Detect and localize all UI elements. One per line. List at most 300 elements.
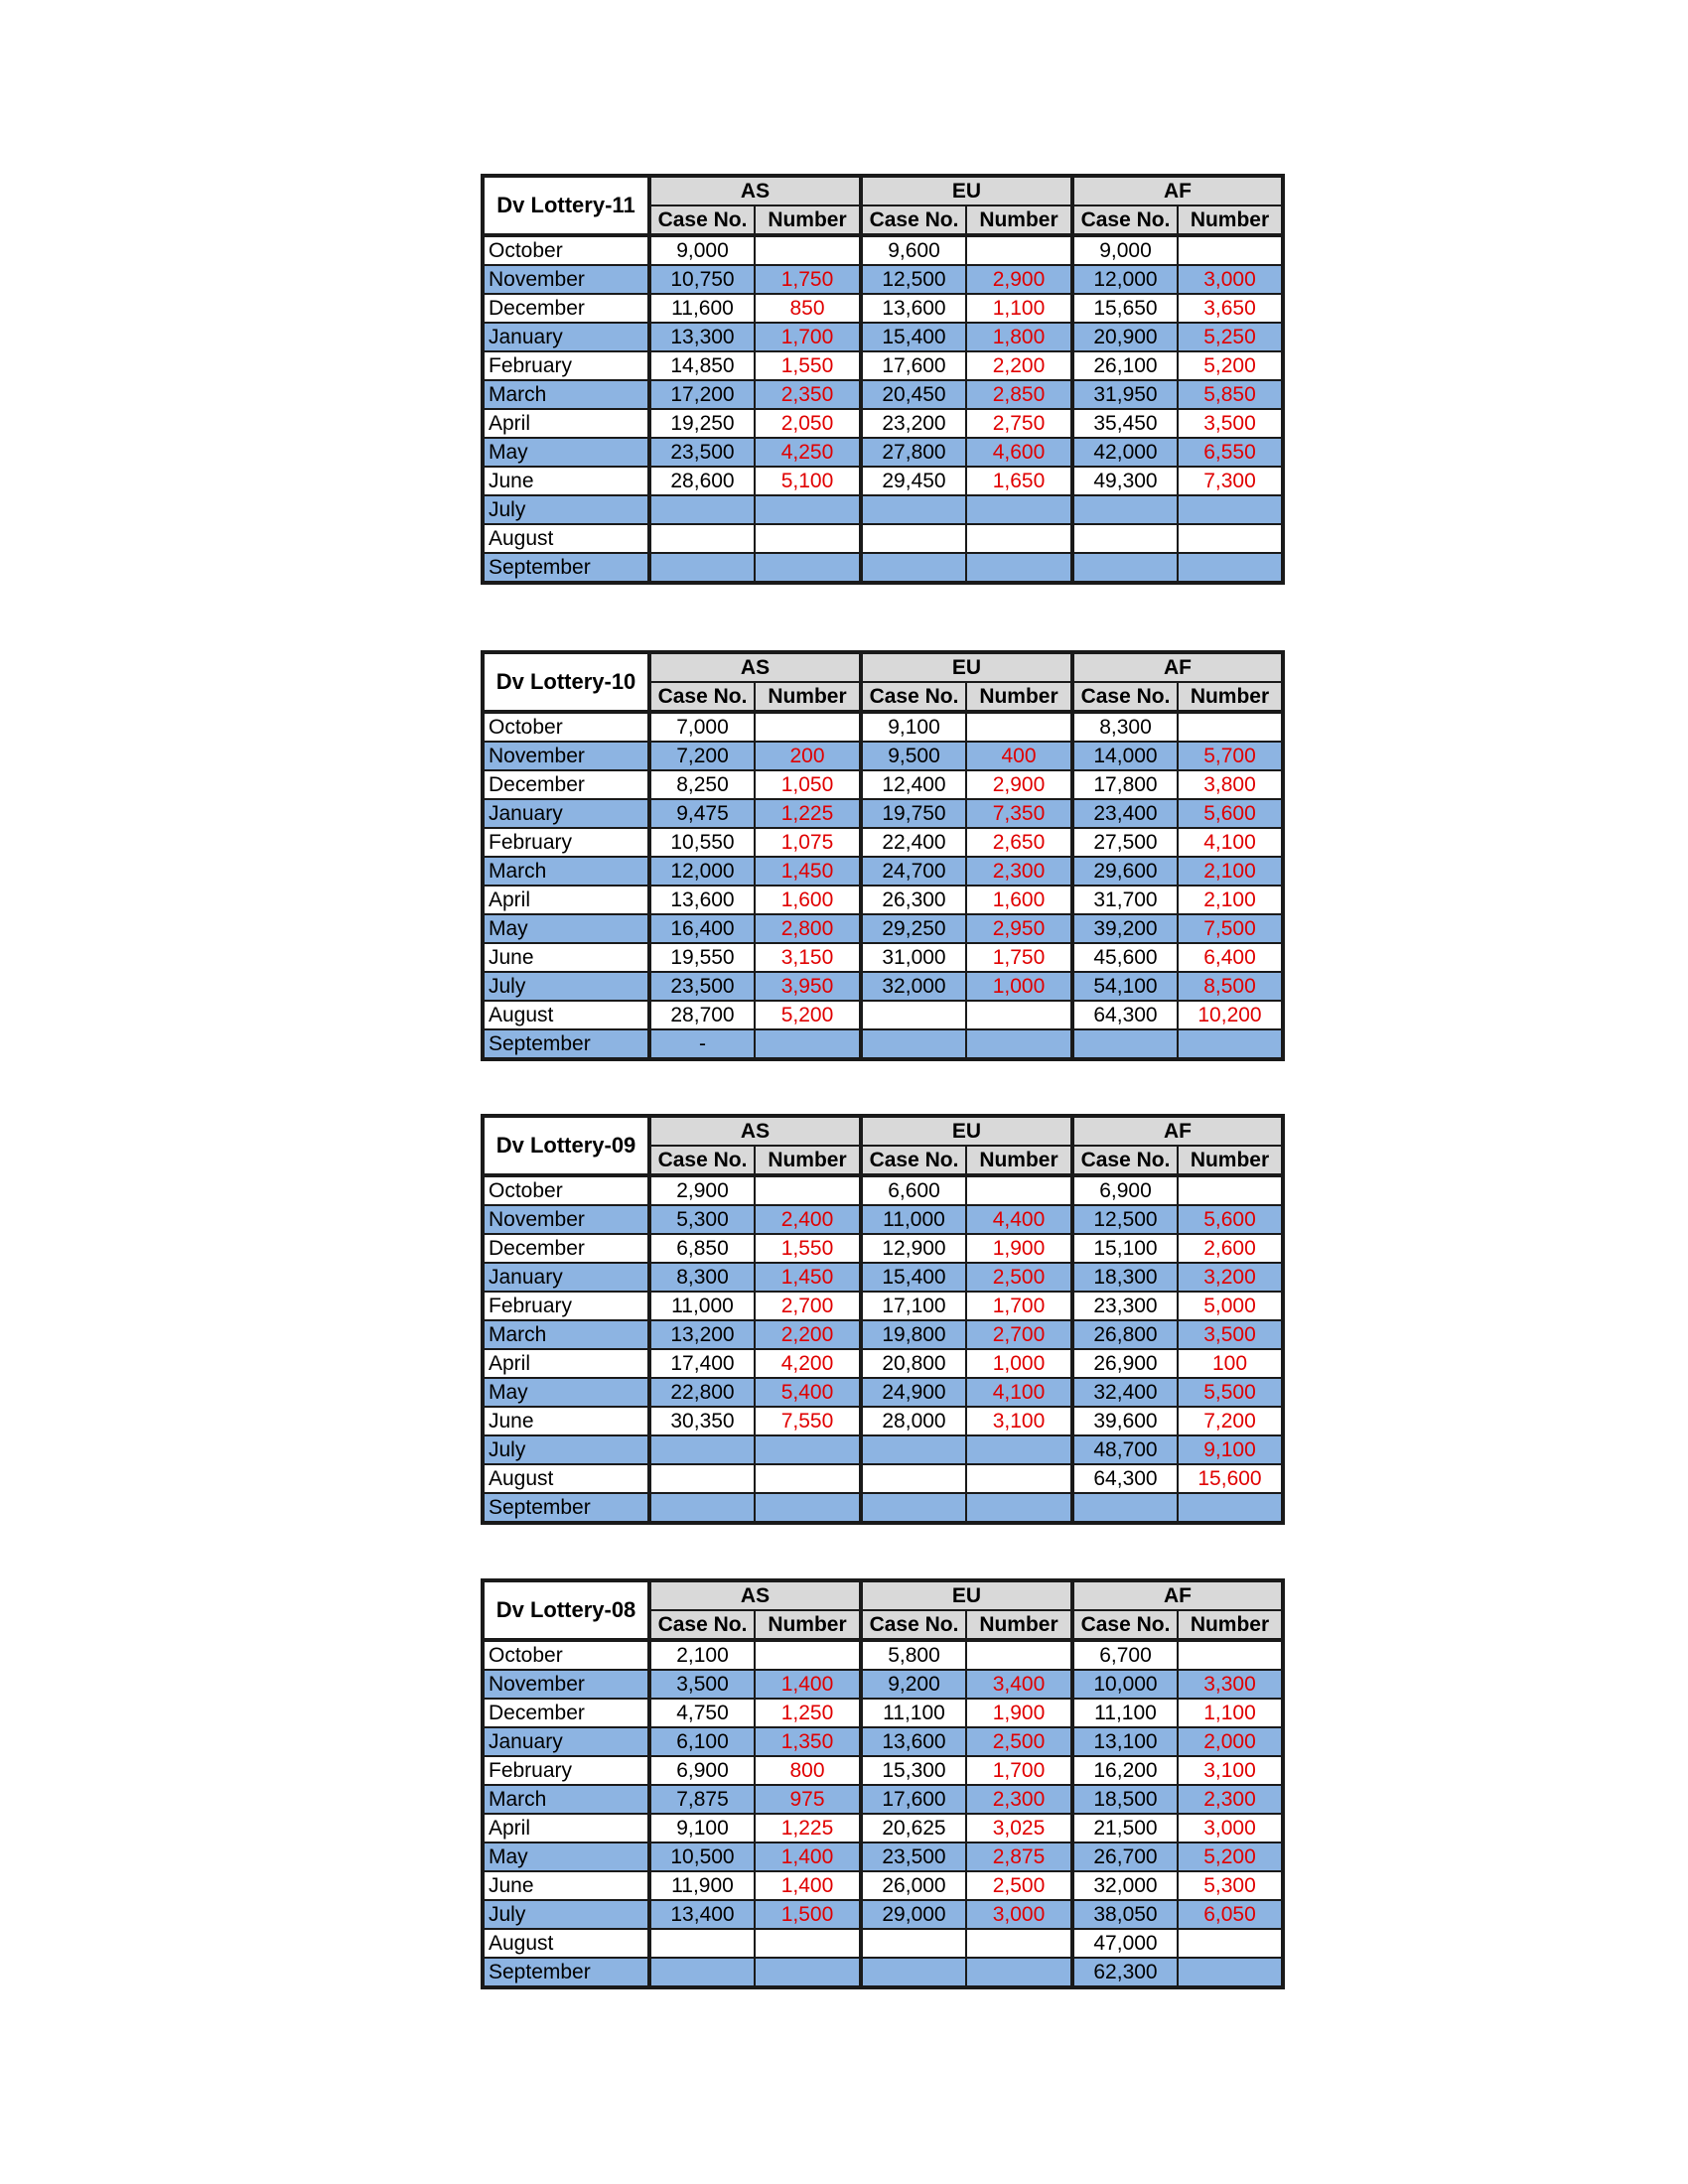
number-cell [966,712,1072,742]
number-cell [1178,1929,1283,1958]
case-no-cell: 11,000 [861,1205,966,1234]
number-header: Number [966,682,1072,712]
case-no-cell: 17,600 [861,351,966,380]
number-header: Number [755,205,861,235]
case-no-cell: 12,500 [861,265,966,294]
case-no-cell: 5,300 [649,1205,755,1234]
month-cell: September [483,1958,649,1987]
case-no-cell: 39,200 [1072,914,1178,943]
month-cell: October [483,235,649,265]
number-cell [755,1493,861,1523]
lottery-table [481,1578,1285,1989]
case-no-cell: 11,100 [1072,1699,1178,1727]
number-cell [966,1464,1072,1493]
case-no-header: Case No. [1072,1610,1178,1640]
number-cell: 1,700 [755,323,861,351]
case-no-cell: 2,900 [649,1175,755,1205]
region-header: EU [861,1116,1072,1146]
table-row [483,1785,1283,1814]
number-header: Number [966,1146,1072,1175]
month-cell: May [483,438,649,467]
number-cell: 6,550 [1178,438,1283,467]
number-cell: 1,500 [755,1900,861,1929]
case-no-cell: 45,600 [1072,943,1178,972]
number-cell: 2,300 [966,857,1072,886]
case-no-cell: 11,100 [861,1699,966,1727]
month-cell: September [483,1493,649,1523]
case-no-cell: 29,450 [861,467,966,495]
case-no-cell: 31,000 [861,943,966,972]
number-cell: 4,250 [755,438,861,467]
number-cell: 2,050 [755,409,861,438]
number-cell: 200 [755,742,861,770]
month-cell: August [483,1001,649,1029]
number-cell: 4,400 [966,1205,1072,1234]
number-cell: 2,100 [1178,886,1283,914]
case-no-cell: 6,600 [861,1175,966,1205]
case-no-cell: 23,500 [649,438,755,467]
number-cell: 2,700 [755,1292,861,1320]
case-no-cell: 9,000 [1072,235,1178,265]
case-no-cell [649,553,755,583]
number-cell: 5,200 [1178,351,1283,380]
case-no-cell: 9,100 [861,712,966,742]
case-no-cell: 9,200 [861,1670,966,1699]
table-title: Dv Lottery-09 [483,1116,649,1175]
number-cell [755,1958,861,1987]
number-cell: 1,600 [966,886,1072,914]
case-no-cell: 22,800 [649,1378,755,1407]
case-no-cell: 27,500 [1072,828,1178,857]
case-no-cell: 23,500 [649,972,755,1001]
case-no-cell [649,1435,755,1464]
month-cell: April [483,409,649,438]
table-row [483,323,1283,351]
case-no-header: Case No. [649,682,755,712]
month-cell: April [483,886,649,914]
case-no-cell: 16,200 [1072,1756,1178,1785]
case-no-cell: 10,000 [1072,1670,1178,1699]
number-cell: 2,950 [966,914,1072,943]
number-cell [755,1464,861,1493]
case-no-header: Case No. [861,205,966,235]
case-no-cell: 30,350 [649,1407,755,1435]
number-cell [1178,495,1283,524]
number-cell: 5,500 [1178,1378,1283,1407]
region-header: EU [861,176,1072,205]
case-no-cell: 11,000 [649,1292,755,1320]
number-cell: 1,225 [755,799,861,828]
case-no-cell: 18,500 [1072,1785,1178,1814]
number-cell: 5,250 [1178,323,1283,351]
case-no-cell [649,1493,755,1523]
case-no-cell: 38,050 [1072,1900,1178,1929]
region-header: AS [649,652,861,682]
table-row [483,1001,1283,1029]
month-cell: March [483,1320,649,1349]
month-cell: January [483,1727,649,1756]
month-cell: February [483,351,649,380]
case-no-cell: 8,300 [1072,712,1178,742]
case-no-cell: 17,800 [1072,770,1178,799]
number-cell: 1,050 [755,770,861,799]
number-cell: 1,000 [966,1349,1072,1378]
table-row [483,1871,1283,1900]
number-cell [755,553,861,583]
case-no-cell [1072,1493,1178,1523]
number-cell [1178,235,1283,265]
table-row [483,265,1283,294]
month-cell: July [483,1900,649,1929]
number-cell: 10,200 [1178,1001,1283,1029]
number-cell: 1,350 [755,1727,861,1756]
number-cell [966,1493,1072,1523]
table-row [483,1493,1283,1523]
number-cell: 4,200 [755,1349,861,1378]
case-no-cell: 20,450 [861,380,966,409]
number-cell: 2,500 [966,1871,1072,1900]
number-cell: 2,000 [1178,1727,1283,1756]
case-no-cell [861,1001,966,1029]
number-cell [755,235,861,265]
case-no-header: Case No. [1072,1146,1178,1175]
case-no-cell: 62,300 [1072,1958,1178,1987]
number-cell: 5,300 [1178,1871,1283,1900]
table-row [483,1435,1283,1464]
month-cell: December [483,770,649,799]
number-cell: 2,300 [966,1785,1072,1814]
number-cell: 7,300 [1178,467,1283,495]
number-cell [755,1029,861,1059]
number-cell: 2,100 [1178,857,1283,886]
month-cell: January [483,323,649,351]
number-cell: 1,900 [966,1699,1072,1727]
case-no-cell: 26,000 [861,1871,966,1900]
table-row [483,235,1283,265]
region-header: AS [649,176,861,205]
case-no-cell [1072,495,1178,524]
case-no-cell: 19,800 [861,1320,966,1349]
case-no-cell: 12,500 [1072,1205,1178,1234]
month-cell: June [483,1871,649,1900]
case-no-cell: 8,250 [649,770,755,799]
case-no-cell: 6,900 [1072,1175,1178,1205]
case-no-cell: 9,500 [861,742,966,770]
number-cell: 800 [755,1756,861,1785]
case-no-header: Case No. [649,1146,755,1175]
region-header: AS [649,1116,861,1146]
case-no-header: Case No. [649,1610,755,1640]
number-cell: 1,100 [1178,1699,1283,1727]
case-no-cell: 5,800 [861,1640,966,1670]
case-no-cell: 35,450 [1072,409,1178,438]
table-row [483,467,1283,495]
month-cell: March [483,1785,649,1814]
month-cell: May [483,914,649,943]
month-cell: November [483,1205,649,1234]
number-cell: 5,100 [755,467,861,495]
number-cell: 5,200 [755,1001,861,1029]
case-no-cell [861,1958,966,1987]
number-cell: 3,200 [1178,1263,1283,1292]
number-cell: 3,500 [1178,409,1283,438]
case-no-cell: 13,400 [649,1900,755,1929]
number-cell: 2,750 [966,409,1072,438]
case-no-cell: 14,850 [649,351,755,380]
number-cell: 5,600 [1178,1205,1283,1234]
case-no-cell: 10,500 [649,1843,755,1871]
table-row [483,828,1283,857]
region-header: AF [1072,1116,1283,1146]
number-cell: 2,200 [755,1320,861,1349]
region-header: EU [861,1580,1072,1610]
number-cell: 1,650 [966,467,1072,495]
number-cell [1178,1175,1283,1205]
case-no-cell: 9,600 [861,235,966,265]
case-no-cell [861,1029,966,1059]
case-no-cell: 32,000 [1072,1871,1178,1900]
case-no-cell: 26,700 [1072,1843,1178,1871]
case-no-cell: 15,650 [1072,294,1178,323]
case-no-cell: 18,300 [1072,1263,1178,1292]
table-row [483,799,1283,828]
case-no-cell [861,1464,966,1493]
case-no-cell: 12,000 [649,857,755,886]
number-cell: 2,300 [1178,1785,1283,1814]
number-header: Number [755,682,861,712]
case-no-cell: 29,600 [1072,857,1178,886]
month-cell: April [483,1349,649,1378]
table-row [483,1234,1283,1263]
case-no-cell: 29,000 [861,1900,966,1929]
number-cell: 975 [755,1785,861,1814]
case-no-cell: 17,200 [649,380,755,409]
month-cell: June [483,1407,649,1435]
number-header: Number [1178,1610,1283,1640]
region-header: AF [1072,1580,1283,1610]
case-no-cell: 28,600 [649,467,755,495]
number-cell: 5,400 [755,1378,861,1407]
number-cell [966,1029,1072,1059]
case-no-cell [1072,1029,1178,1059]
table-row [483,1640,1283,1670]
lottery-table [481,174,1285,585]
case-no-cell [861,524,966,553]
case-no-cell: 11,600 [649,294,755,323]
number-cell: 1,600 [755,886,861,914]
case-no-cell: 7,875 [649,1785,755,1814]
case-no-cell: 6,900 [649,1756,755,1785]
case-no-cell: 9,000 [649,235,755,265]
number-cell: 2,700 [966,1320,1072,1349]
case-no-cell: 3,500 [649,1670,755,1699]
case-no-cell: 22,400 [861,828,966,857]
case-no-cell: 24,700 [861,857,966,886]
number-cell [1178,1029,1283,1059]
lottery-table [481,1114,1285,1525]
number-cell: 1,100 [966,294,1072,323]
case-no-cell: 6,850 [649,1234,755,1263]
number-cell: 1,700 [966,1292,1072,1320]
month-cell: February [483,828,649,857]
case-no-cell: 7,200 [649,742,755,770]
case-no-cell [861,1493,966,1523]
number-header: Number [966,205,1072,235]
case-no-cell: 7,000 [649,712,755,742]
table-row [483,857,1283,886]
number-cell [755,1175,861,1205]
case-no-cell [1072,553,1178,583]
case-no-cell: 26,900 [1072,1349,1178,1378]
number-cell: 2,400 [755,1205,861,1234]
number-cell: 100 [1178,1349,1283,1378]
month-cell: February [483,1292,649,1320]
month-cell: September [483,553,649,583]
number-cell: 2,900 [966,265,1072,294]
case-no-cell: 64,300 [1072,1464,1178,1493]
month-cell: September [483,1029,649,1059]
case-no-header: Case No. [861,682,966,712]
table-row [483,1900,1283,1929]
table-row [483,1843,1283,1871]
number-cell: 3,150 [755,943,861,972]
month-cell: July [483,495,649,524]
number-cell: 2,650 [966,828,1072,857]
lottery-table [481,650,1285,1061]
number-cell: 3,025 [966,1814,1072,1843]
case-no-cell: 20,625 [861,1814,966,1843]
case-no-cell [649,495,755,524]
number-cell [755,495,861,524]
number-cell [966,524,1072,553]
month-cell: October [483,1640,649,1670]
case-no-cell: 15,100 [1072,1234,1178,1263]
number-cell [966,495,1072,524]
number-cell [1178,1640,1283,1670]
number-cell: 5,700 [1178,742,1283,770]
case-no-cell [861,1435,966,1464]
number-cell: 7,500 [1178,914,1283,943]
month-cell: June [483,467,649,495]
number-cell: 5,850 [1178,380,1283,409]
number-cell: 2,200 [966,351,1072,380]
number-cell: 1,700 [966,1756,1072,1785]
case-no-cell: 20,900 [1072,323,1178,351]
number-cell: 1,750 [966,943,1072,972]
number-cell: 1,550 [755,1234,861,1263]
number-cell: 7,550 [755,1407,861,1435]
table-row [483,351,1283,380]
month-cell: December [483,1234,649,1263]
number-cell: 400 [966,742,1072,770]
month-cell: February [483,1756,649,1785]
table-row [483,1958,1283,1987]
number-cell: 1,450 [755,857,861,886]
number-cell [755,1435,861,1464]
table-row [483,524,1283,553]
number-cell: 1,800 [966,323,1072,351]
case-no-cell: 19,550 [649,943,755,972]
case-no-cell: 15,300 [861,1756,966,1785]
month-cell: November [483,1670,649,1699]
number-cell [1178,1958,1283,1987]
number-cell [1178,553,1283,583]
table-row [483,886,1283,914]
number-cell [966,1640,1072,1670]
case-no-cell: 2,100 [649,1640,755,1670]
case-no-cell: 23,300 [1072,1292,1178,1320]
case-no-cell: 6,100 [649,1727,755,1756]
table-row [483,1929,1283,1958]
table-row [483,553,1283,583]
case-no-cell: 13,600 [649,886,755,914]
number-cell: 2,875 [966,1843,1072,1871]
number-header: Number [966,1610,1072,1640]
number-cell: 7,200 [1178,1407,1283,1435]
number-cell: 15,600 [1178,1464,1283,1493]
case-no-header: Case No. [1072,682,1178,712]
case-no-cell: 4,750 [649,1699,755,1727]
number-cell: 3,100 [1178,1756,1283,1785]
number-cell: 1,400 [755,1843,861,1871]
month-cell: July [483,972,649,1001]
case-no-cell: 15,400 [861,323,966,351]
number-cell: 4,100 [1178,828,1283,857]
case-no-cell: 64,300 [1072,1001,1178,1029]
case-no-cell: 13,300 [649,323,755,351]
number-cell: 2,500 [966,1727,1072,1756]
number-cell [755,712,861,742]
month-cell: May [483,1378,649,1407]
table-row [483,1205,1283,1234]
case-no-cell: 13,600 [861,294,966,323]
number-cell [755,524,861,553]
case-no-cell: 6,700 [1072,1640,1178,1670]
number-cell: 3,950 [755,972,861,1001]
number-cell: 1,250 [755,1699,861,1727]
region-header: AF [1072,176,1283,205]
number-cell: 1,550 [755,351,861,380]
table-row [483,1699,1283,1727]
case-no-cell: 19,750 [861,799,966,828]
case-no-cell [861,495,966,524]
number-cell: 1,750 [755,265,861,294]
case-no-cell: 28,700 [649,1001,755,1029]
number-cell: 5,000 [1178,1292,1283,1320]
number-cell: 3,000 [1178,265,1283,294]
number-cell: 5,200 [1178,1843,1283,1871]
number-header: Number [755,1146,861,1175]
case-no-cell: 17,100 [861,1292,966,1320]
number-cell: 8,500 [1178,972,1283,1001]
case-no-cell: - [649,1029,755,1059]
table-row [483,1756,1283,1785]
number-cell: 2,600 [1178,1234,1283,1263]
case-no-cell: 11,900 [649,1871,755,1900]
number-header: Number [1178,1146,1283,1175]
table-row [483,1175,1283,1205]
table-row [483,770,1283,799]
table-title: Dv Lottery-11 [483,176,649,235]
case-no-header: Case No. [1072,205,1178,235]
number-cell: 3,000 [966,1900,1072,1929]
table-row [483,495,1283,524]
month-cell: October [483,712,649,742]
number-cell [1178,1493,1283,1523]
month-cell: November [483,742,649,770]
case-no-cell: 23,400 [1072,799,1178,828]
table-title: Dv Lottery-08 [483,1580,649,1640]
